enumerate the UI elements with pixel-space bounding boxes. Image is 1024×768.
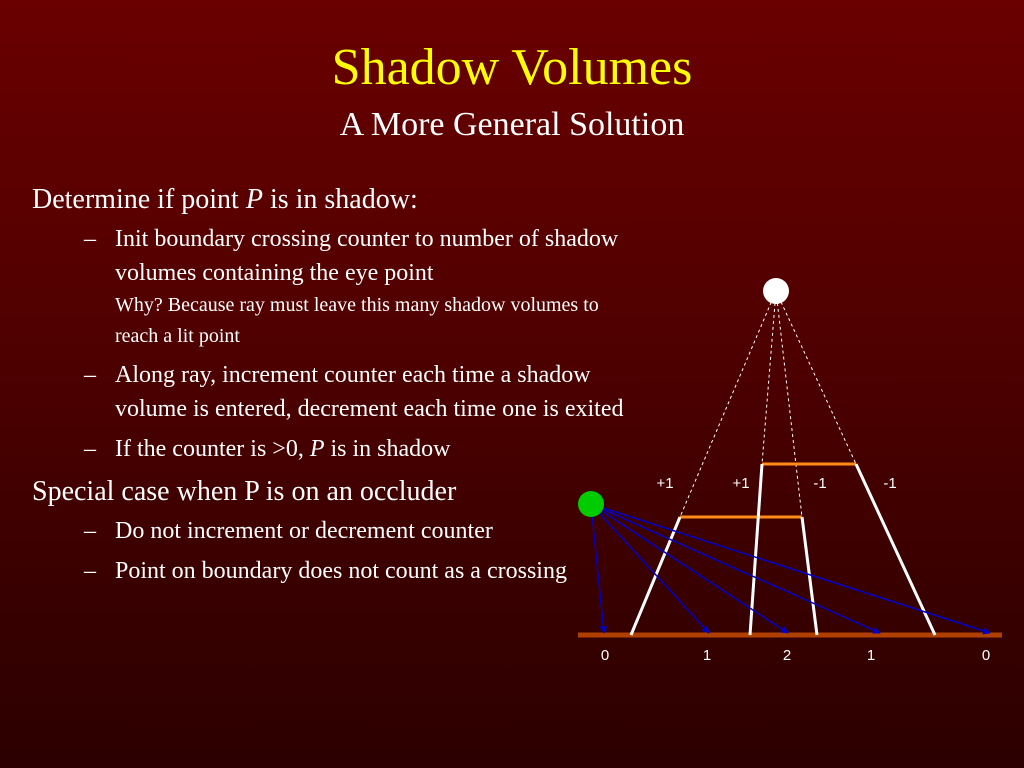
slide-subtitle: A More General Solution (339, 106, 685, 143)
sub-bullet-text: Init boundary crossing counter to number of shadow volumes containing the eye point (115, 226, 619, 286)
dash-marker: – (84, 436, 96, 462)
sub-bullet-text: Along ray, increment counter each time a shadow volume is entered, decrement each time one is exited (115, 362, 624, 422)
count-label: 2 (782, 647, 792, 664)
sub-bullet-note: Why? Because ray must leave this many shadow volumes to reach a lit point (115, 294, 599, 347)
bullet-special-case: Special case when P is on an occluder (32, 476, 457, 507)
ray (591, 504, 880, 633)
dash-marker: – (84, 226, 96, 252)
crossing-label: -1 (883, 475, 897, 492)
count-label: 1 (866, 647, 876, 664)
light-source-icon (763, 278, 789, 304)
slide-title: Shadow Volumes (331, 39, 693, 96)
crossing-label: +1 (732, 475, 750, 492)
eye-rays (591, 504, 990, 633)
bullet-determine-shadow: Determine if point P is in shadow: (32, 184, 418, 215)
light-projection-lines (680, 291, 856, 517)
count-label: 1 (702, 647, 712, 664)
count-label: 0 (600, 647, 610, 664)
sub-bullet-text: Do not increment or decrement counter (115, 518, 493, 544)
dash-marker: – (84, 558, 96, 584)
crossing-label: +1 (656, 475, 674, 492)
dash-marker: – (84, 362, 96, 388)
crossing-label: -1 (813, 475, 827, 492)
count-label: 0 (981, 647, 991, 664)
ray (591, 504, 604, 633)
sub-bullet-text: Point on boundary does not count as a crossing (115, 558, 567, 584)
eye-point-icon (578, 491, 604, 517)
sub-bullet-counter-positive: – If the counter is >0, P is in shadow (32, 432, 632, 466)
dash-marker: – (84, 518, 96, 544)
